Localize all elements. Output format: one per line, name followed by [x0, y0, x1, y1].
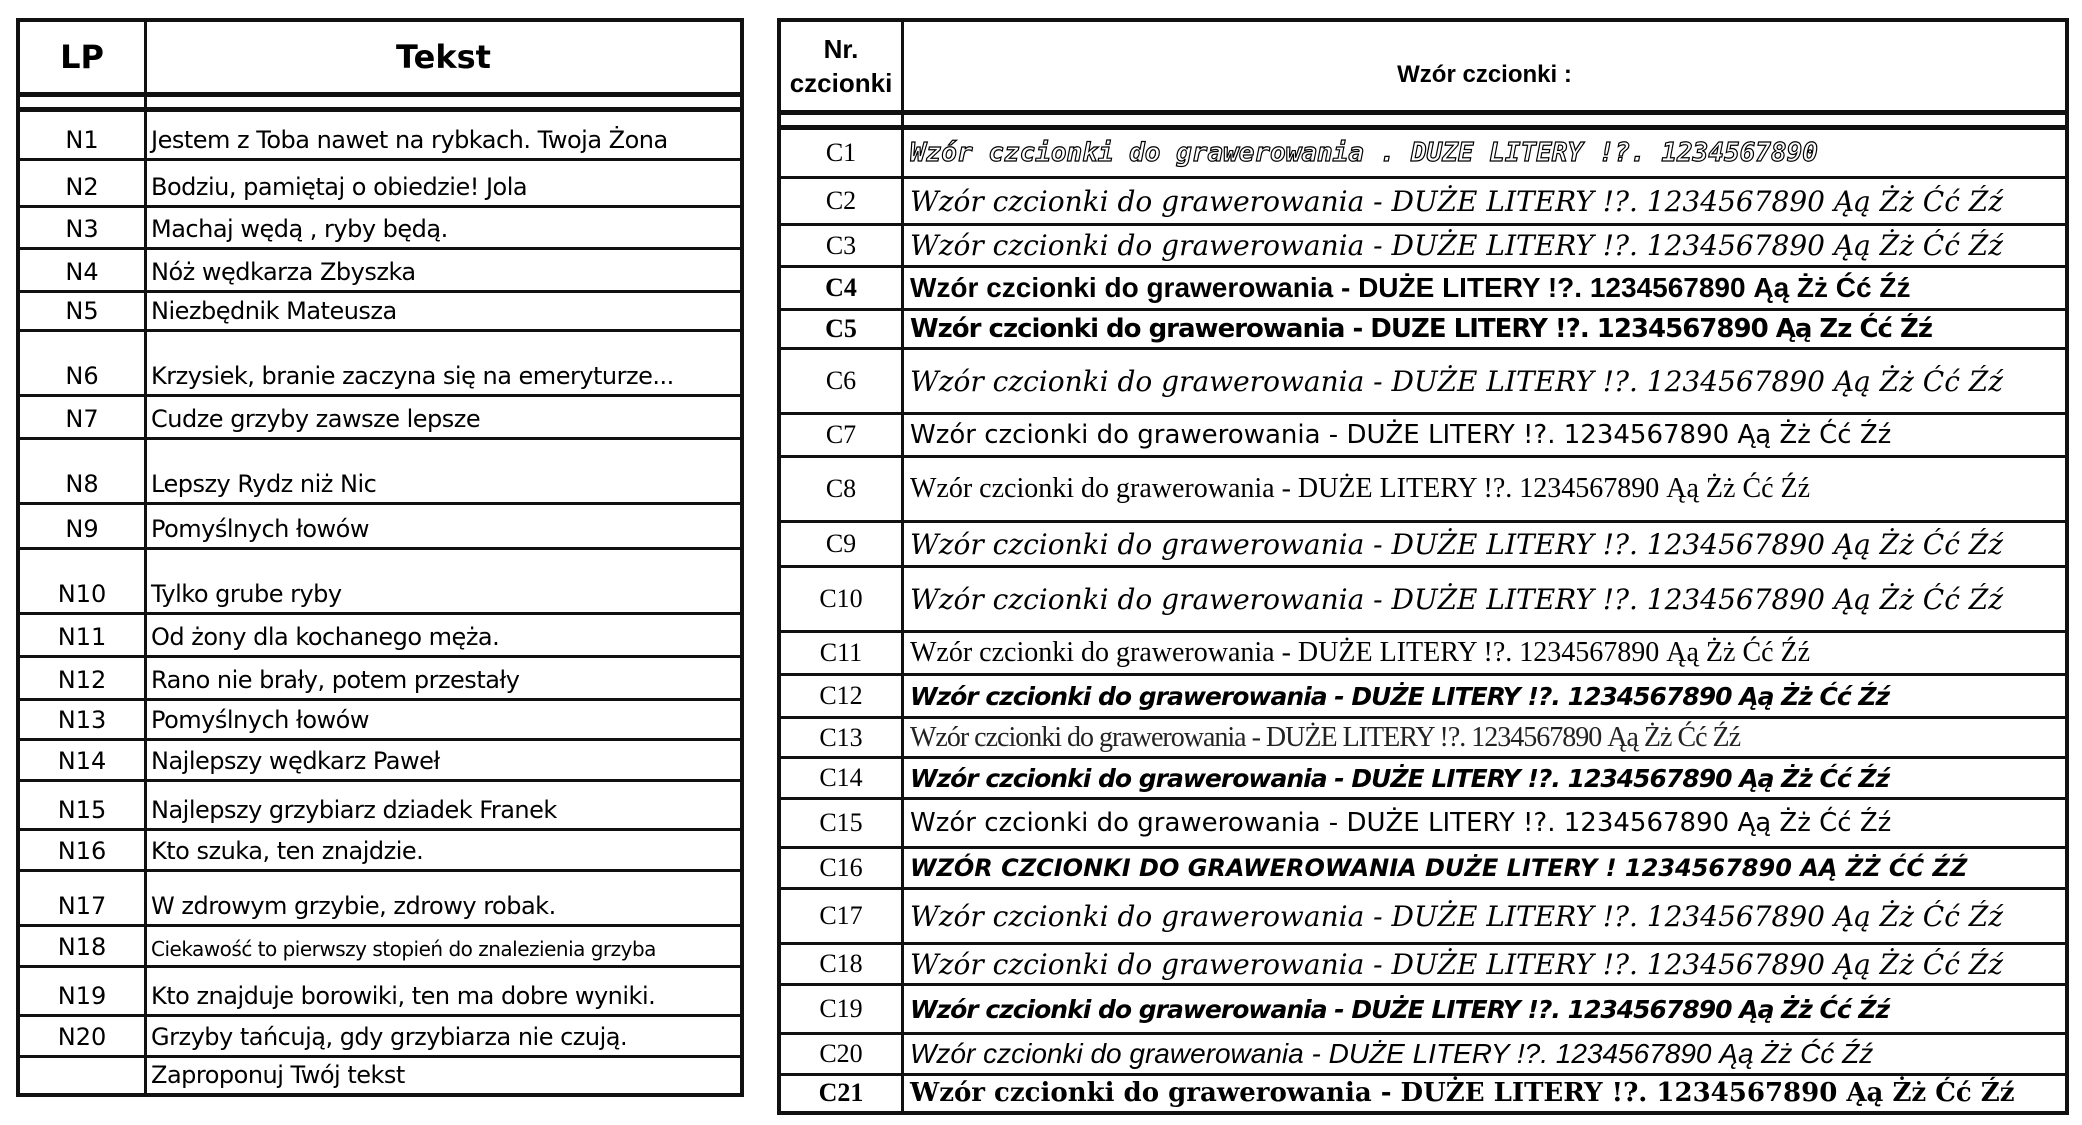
font-sample-text: Wzór czcionki do grawerowania - DUŻE LITERY !?. 1234567890 Ąą Żż Ćć Źź [903, 889, 2068, 944]
text-option-text: Cudze grzyby zawsze lepsze [146, 396, 743, 439]
text-option-number: N9 [18, 504, 146, 549]
font-number: C4 [779, 267, 903, 310]
text-option-row[interactable] [18, 549, 742, 614]
font-number: C1 [779, 128, 903, 178]
font-number: C2 [779, 178, 903, 225]
text-option-row[interactable] [18, 207, 742, 249]
text-option-number: N4 [18, 249, 146, 292]
text-option-text: Nóż wędkarza Zbyszka [146, 249, 743, 292]
text-options-table [16, 18, 744, 1097]
font-number: C3 [779, 225, 903, 267]
text-option-row[interactable] [18, 700, 742, 740]
divider-cell [779, 113, 903, 128]
text-option-number: N11 [18, 614, 146, 657]
font-number: C20 [779, 1034, 903, 1075]
font-sample-text: Wzór czcionki do grawerowania - DUŻE LITERY !?. 1234567890 Ąą Żż Ćć Źź [903, 522, 2068, 567]
font-sample-text: Wzór czcionki do grawerowania - DUŻE LITERY !?. 1234567890 Ąą Żż Ćć Źź [903, 758, 2068, 799]
text-option-number: N5 [18, 292, 146, 331]
text-option-text: Tylko grube ryby [146, 549, 743, 614]
font-sample-text: Wzór czcionki do grawerowania - DUŻE LITERY !?. 1234567890 Ąą Żż Ćć Źź [903, 267, 2068, 310]
font-number: C18 [779, 944, 903, 985]
text-option-text: Krzysiek, branie zaczyna się na emeryturze... [146, 331, 743, 396]
text-option-row[interactable] [18, 781, 742, 830]
font-sample-text: Wzór czcionki do grawerowania - DUŻE LITERY !?. 1234567890 Ąą Żż Ćć Źź [903, 225, 2068, 267]
text-option-number: N20 [18, 1016, 146, 1057]
font-sample-row[interactable] [779, 128, 2067, 178]
font-sample-row[interactable] [779, 457, 2067, 522]
text-option-number: N12 [18, 657, 146, 700]
text-option-row[interactable] [18, 396, 742, 439]
font-sample-row[interactable] [779, 178, 2067, 225]
font-sample-text: Wzór czcionki do grawerowania - DUZE LITERY !?. 1234567890 Ąą Zz Ćć Źź [903, 310, 2068, 349]
font-sample-text: WZÓR CZCIONKI DO GRAWEROWANIA DUŻE LITERY ! 1234567890 AĄ ŻŻ ĆĆ ŹŹ [903, 848, 2068, 889]
text-option-text: Ciekawość to pierwszy stopień do znalezienia grzyba [146, 926, 743, 967]
text-option-row[interactable] [18, 1016, 742, 1057]
text-option-number: N8 [18, 439, 146, 504]
divider-cell [903, 113, 2068, 128]
text-option-row[interactable] [18, 110, 742, 160]
font-sample-row[interactable] [779, 522, 2067, 567]
font-number: C12 [779, 675, 903, 718]
font-sample-text: Wzór czcionki do grawerowania - DUŻE LITERY !?. 1234567890 Ąą Żż Ćć Źź [903, 675, 2068, 718]
font-sample-row[interactable] [779, 225, 2067, 267]
text-option-text: Lepszy Rydz niż Nic [146, 439, 743, 504]
text-option-text: Najlepszy grzybiarz dziadek Franek [146, 781, 743, 830]
font-number: C17 [779, 889, 903, 944]
text-option-text: W zdrowym grzybie, zdrowy robak. [146, 871, 743, 926]
text-option-row[interactable] [18, 331, 742, 396]
text-option-text: Zaproponuj Twój tekst [146, 1057, 743, 1095]
text-option-text: Jestem z Toba nawet na rybkach. Twoja Żona [146, 110, 743, 160]
font-sample-text: Wzór czcionki do grawerowania . DUZE LITERY !?. 1234567890 [903, 128, 2068, 178]
font-sample-row[interactable] [779, 310, 2067, 349]
font-number: C14 [779, 758, 903, 799]
text-option-text: Najlepszy wędkarz Paweł [146, 740, 743, 781]
text-option-row[interactable] [18, 967, 742, 1016]
text-option-row[interactable] [18, 1057, 742, 1095]
font-number-header-line1: Nr. [823, 34, 859, 64]
text-option-row[interactable] [18, 504, 742, 549]
text-header: Tekst [146, 20, 743, 95]
text-option-number: N14 [18, 740, 146, 781]
font-number: C6 [779, 349, 903, 414]
text-option-number: N15 [18, 781, 146, 830]
font-sample-row[interactable] [779, 799, 2067, 848]
text-option-text: Pomyślnych łowów [146, 700, 743, 740]
font-sample-text: Wzór czcionki do grawerowania - DUŻE LITERY !?. 1234567890 Ąą Żż Ćć Źź [903, 985, 2068, 1034]
font-sample-text: Wzór czcionki do grawerowania - DUŻE LITERY !?. 1234567890 Ąą Żż Ćć Źź [903, 632, 2068, 675]
header-divider [779, 113, 2067, 128]
text-option-row[interactable] [18, 614, 742, 657]
text-option-text: Rano nie brały, potem przestały [146, 657, 743, 700]
text-option-text: Pomyślnych łowów [146, 504, 743, 549]
text-option-number: N1 [18, 110, 146, 160]
font-number: C19 [779, 985, 903, 1034]
text-option-text: Kto znajduje borowiki, ten ma dobre wyniki. [146, 967, 743, 1016]
font-number: C7 [779, 414, 903, 457]
font-sample-text: Wzór czcionki do grawerowania - DUŻE LITERY !?. 1234567890 Ąą Żż Ćć Źź [903, 718, 2068, 758]
header-row [779, 20, 2067, 113]
font-sample-row[interactable] [779, 267, 2067, 310]
font-number: C16 [779, 848, 903, 889]
font-sample-row[interactable] [779, 758, 2067, 799]
text-option-text: Machaj wędą , ryby będą. [146, 207, 743, 249]
text-option-row[interactable] [18, 292, 742, 331]
font-sample-row[interactable] [779, 1075, 2067, 1113]
font-sample-header: Wzór czcionki : [903, 20, 2068, 113]
text-option-number: N16 [18, 830, 146, 871]
text-option-number: N6 [18, 331, 146, 396]
font-sample-text: Wzór czcionki do grawerowania - DUŻE LITERY !?. 1234567890 Ąą Żż Ćć Źź [903, 349, 2068, 414]
font-sample-row[interactable] [779, 889, 2067, 944]
font-number: C15 [779, 799, 903, 848]
text-option-number: N17 [18, 871, 146, 926]
text-option-number [18, 1057, 146, 1095]
font-sample-row[interactable] [779, 675, 2067, 718]
text-option-number: N19 [18, 967, 146, 1016]
text-option-text: Bodziu, pamiętaj o obiedzie! Jola [146, 160, 743, 207]
text-option-number: N13 [18, 700, 146, 740]
font-sample-row[interactable] [779, 567, 2067, 632]
font-number-header-line2: czcionki [789, 68, 893, 98]
font-number: C11 [779, 632, 903, 675]
font-sample-row[interactable] [779, 1034, 2067, 1075]
font-sample-text: Wzór czcionki do grawerowania - DUŻE LITERY !?. 1234567890 Ąą Żż Ćć Źź [903, 1034, 2068, 1075]
font-sample-text: Wzór czcionki do grawerowania - DUŻE LITERY !?. 1234567890 Ąą Żż Ćć Źź [903, 414, 2068, 457]
header-divider [18, 95, 742, 110]
text-option-row[interactable] [18, 249, 742, 292]
text-option-row[interactable] [18, 830, 742, 871]
divider-cell [18, 95, 146, 110]
font-number-header [779, 20, 903, 113]
text-option-row[interactable] [18, 871, 742, 926]
text-option-number: N10 [18, 549, 146, 614]
font-sample-text: Wzór czcionki do grawerowania - DUŻE LITERY !?. 1234567890 Ąą Żż Ćć Źź [903, 944, 2068, 985]
font-number: C10 [779, 567, 903, 632]
font-sample-row[interactable] [779, 718, 2067, 758]
text-option-row[interactable] [18, 439, 742, 504]
font-sample-row[interactable] [779, 632, 2067, 675]
text-option-row[interactable] [18, 926, 742, 967]
font-number: C9 [779, 522, 903, 567]
divider-cell [146, 95, 743, 110]
text-option-text: Niezbędnik Mateusza [146, 292, 743, 331]
text-option-number: N2 [18, 160, 146, 207]
text-option-row[interactable] [18, 657, 742, 700]
text-option-number: N7 [18, 396, 146, 439]
font-number: C8 [779, 457, 903, 522]
text-option-number: N18 [18, 926, 146, 967]
font-sample-row[interactable] [779, 944, 2067, 985]
font-number: C13 [779, 718, 903, 758]
font-sample-text: Wzór czcionki do grawerowania - DUŻE LITERY !?. 1234567890 Ąą Żż Ćć Źź [903, 567, 2068, 632]
font-number: C21 [779, 1075, 903, 1113]
text-option-text: Od żony dla kochanego męża. [146, 614, 743, 657]
lp-header: LP [18, 20, 146, 95]
font-sample-row[interactable] [779, 414, 2067, 457]
text-option-number: N3 [18, 207, 146, 249]
font-sample-row[interactable] [779, 985, 2067, 1034]
text-option-row[interactable] [18, 160, 742, 207]
font-sample-text: Wzór czcionki do grawerowania - DUŻE LITERY !?. 1234567890 Ąą Żż Ćć Źź [903, 1075, 2068, 1113]
text-option-text: Kto szuka, ten znajdzie. [146, 830, 743, 871]
font-sample-row[interactable] [779, 349, 2067, 414]
font-number: C5 [779, 310, 903, 349]
font-sample-row[interactable] [779, 848, 2067, 889]
text-option-text: Grzyby tańcują, gdy grzybiarza nie czują. [146, 1016, 743, 1057]
font-sample-text: Wzór czcionki do grawerowania - DUŻE LITERY !?. 1234567890 Ąą Żż Ćć Źź [903, 178, 2068, 225]
font-sample-text: Wzór czcionki do grawerowania - DUŻE LITERY !?. 1234567890 Ąą Żż Ćć Źź [903, 799, 2068, 848]
text-option-row[interactable] [18, 740, 742, 781]
font-samples-table [777, 18, 2069, 1115]
font-sample-text: Wzór czcionki do grawerowania - DUŻE LITERY !?. 1234567890 Ąą Żż Ćć Źź [903, 457, 2068, 522]
header-row [18, 20, 742, 95]
